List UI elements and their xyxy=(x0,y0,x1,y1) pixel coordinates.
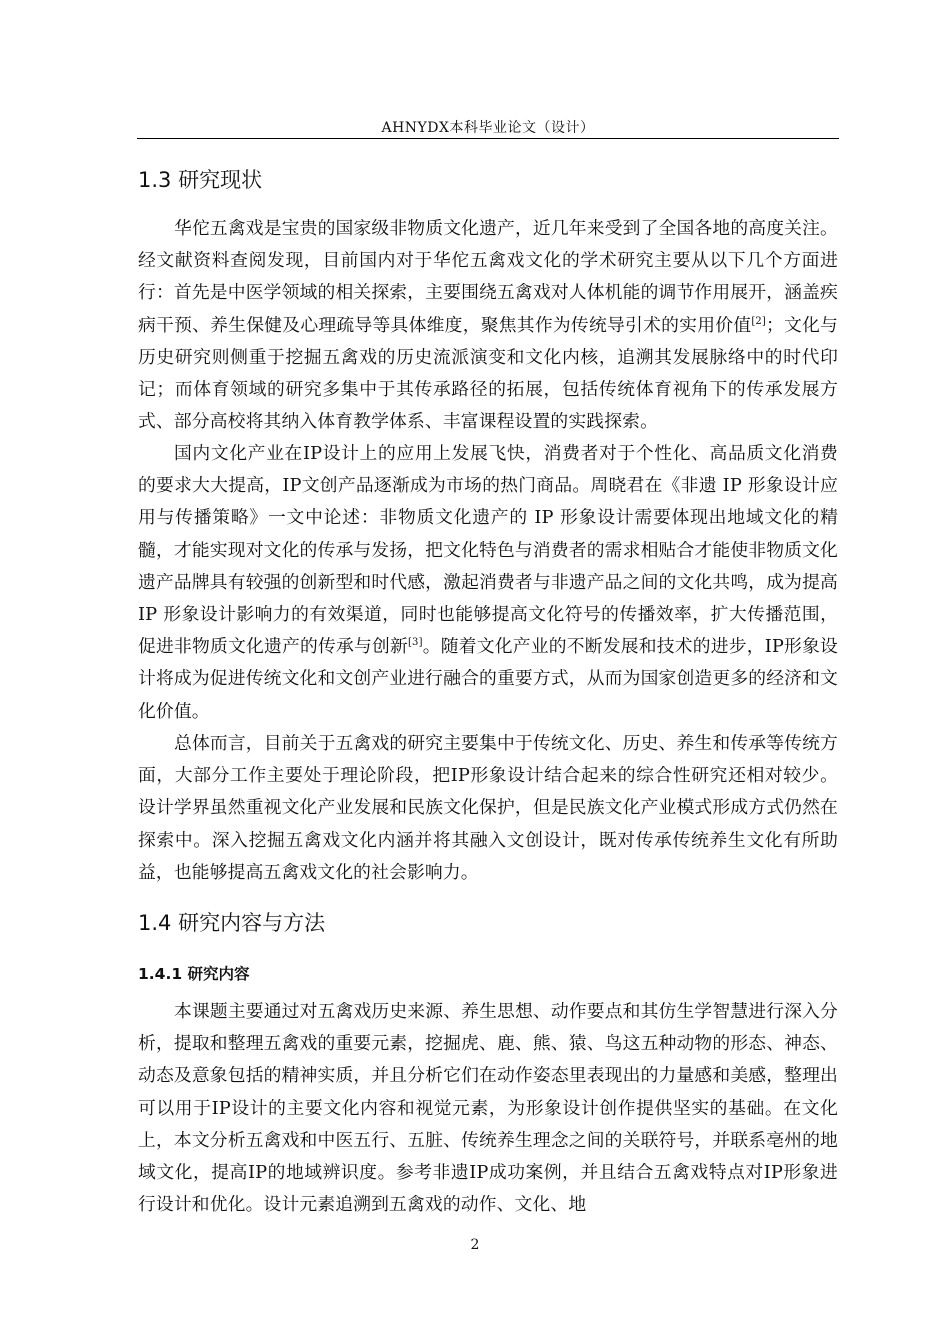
citation-ref: [2] xyxy=(751,315,766,327)
citation-ref: [3] xyxy=(408,637,423,649)
subsection-heading-1-4-1: 1.4.1 研究内容 xyxy=(138,965,250,983)
paragraph xyxy=(138,728,838,889)
paragraph xyxy=(138,438,838,728)
page-number: 2 xyxy=(470,1237,480,1253)
text-run: 国内文化产业在IP设计上的应用上发展飞快，消费者对于个性化、高品质文化消费的要求大大提高，IP文创产品逐渐成为市场的热门商品。周晓君在《非遗 IP 形象设计应用与传播策略》一文中论述：非物质文化遗产的 IP 形象设计需要体现出地域文化的精髓，才能实现对文化的传承与发扬，把文化特色与消费者的需求相贴合才能使非物质文化遗产品牌具有较强的创新型和时代感，激起消费者与非遗产品之间的文化共鸣，成为提高 IP 形象设计影响力的有效渠道，同时也能够提高文化符号的传播效率，扩大传播范围，促进非物质文化遗产的传承与创新 xyxy=(138,443,838,658)
text-run: 本课题主要通过对五禽戏历史来源、养生思想、动作要点和其仿生学智慧进行深入分析，提取和整理五禽戏的重要元素，挖掘虎、鹿、熊、猿、鸟这五种动物的形态、神态、动态及意象包括的精神实质，并且分析它们在动作姿态里表现出的力量感和美感，整理出可以用于IP设计的主要文化内容和视觉元素，为形象设计创作提供坚实的基础。在文化上，本文分析五禽戏和中医五行、五脏、传统养生理念之间的关联符号，并联系亳州的地域文化，提高IP的地域辨识度。参考非遗IP成功案例，并且结合五禽戏特点对IP形象进行设计和优化。设计元素追溯到五禽戏的动作、文化、地 xyxy=(138,1001,838,1216)
paragraph xyxy=(138,213,838,438)
text-run: 总体而言，目前关于五禽戏的研究主要集中于传统文化、历史、养生和传承等传统方面，大部分工作主要处于理论阶段，把IP形象设计结合起来的综合性研究还相对较少。设计学界虽然重视文化产业发展和民族文化保护，但是民族文化产业模式形成方式仍然在探索中。深入挖掘五禽戏文化内涵并将其融入文创设计，既对传承传统养生文化有所助益，也能够提高五禽戏文化的社会影响力。 xyxy=(138,733,838,883)
running-header: AHNYDX本科毕业论文（设计） xyxy=(381,120,595,136)
paragraph xyxy=(138,996,838,1221)
text-run: ；文化与历史研究则侧重于挖掘五禽戏的历史流派演变和文化内核，追溯其发展脉络中的时代印记；而体育领域的研究多集中于其传承路径的拓展，包括传统体育视角下的传承发展方式、部分高校将其纳入体育教学体系、丰富课程设置的实践探索。 xyxy=(138,314,838,433)
text-run: 华佗五禽戏是宝贵的国家级非物质文化遗产，近几年来受到了全国各地的高度关注。经文献资料查阅发现，目前国内对于华佗五禽戏文化的学术研究主要从以下几个方面进行：首先是中医学领域的相关探索，主要围绕五禽戏对人体机能的调节作用展开，涵盖疾病干预、养生保健及心理疏导等具体维度，聚焦其作为传统导引术的实用价值 xyxy=(138,218,838,336)
section-heading-1-3: 1.3 研究现状 xyxy=(138,168,263,192)
section-heading-1-4: 1.4 研究内容与方法 xyxy=(138,911,326,935)
text-run: 。随着文化产业的不断发展和技术的进步，IP形象设计将成为促进传统文化和文创产业进行融合的重要方式，从而为国家创造更多的经济和文化价值。 xyxy=(138,636,838,722)
header-rule xyxy=(137,138,839,139)
